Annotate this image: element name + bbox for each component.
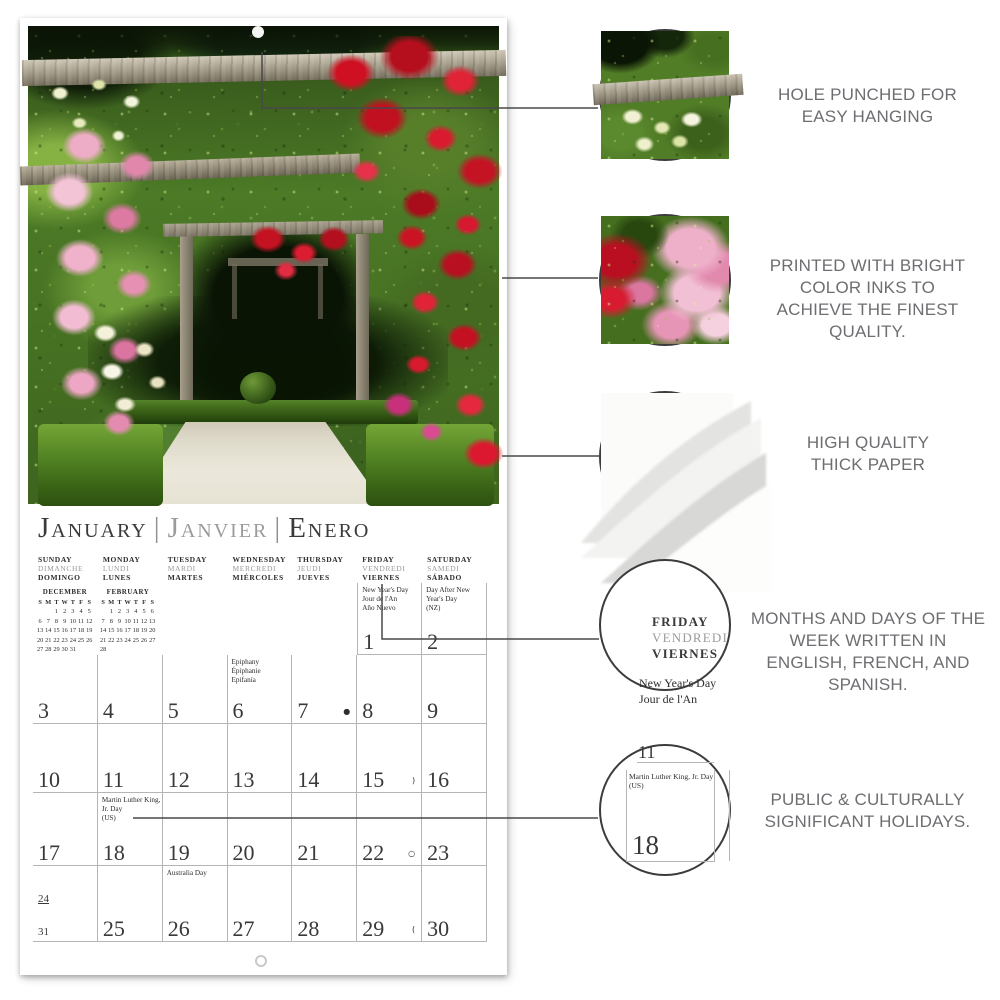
date-number: 17 [38,840,60,865]
callout-circle-hole-punched [599,29,731,161]
zoom-holiday-text [629,772,713,791]
mini-date: 29 [53,646,60,654]
day-header-thursday [292,555,357,582]
holiday-line: (US) [101,814,116,822]
day-header-es: DOMINGO [38,573,81,582]
mini-date: 3 [71,608,75,616]
mini-date: 11 [132,617,139,625]
mini-date: 9 [117,617,122,625]
day-header-es: JUEVES [297,573,330,582]
date-number: 9 [427,698,439,723]
calendar-cell-29 [357,866,422,942]
new-moon-icon: ● [343,707,351,716]
day-header-es: LUNES [102,573,131,582]
holiday-line: Martin Luther King, Jr. Day [101,796,161,813]
paper-curl-illustration [601,393,733,525]
mini-date: 2 [63,608,67,616]
mini-date: 18 [132,627,139,635]
day-header-fr: MARDI [167,564,196,573]
day-header-en: SATURDAY [427,555,473,564]
full-moon-icon: ○ [408,849,416,858]
day-header-en: WEDNESDAY [232,555,287,564]
holiday-line: Año Nuevo [362,604,396,612]
callout-circle-holidays [599,744,731,876]
day-name-sample [652,614,728,662]
month-title-english: January [38,512,148,544]
mini-day-letter: T [133,599,138,606]
date-number: 1 [363,629,375,654]
calendar-cell-1 [357,583,422,655]
mini-date: 30 [61,646,68,654]
photo-far-post-left [232,264,237,319]
day-header-wednesday [228,555,293,582]
calendar-grid [33,583,488,942]
mini-date: 1 [109,608,113,616]
holiday-line: Epiphany [231,658,260,666]
calendar-cell-11 [98,724,163,793]
mini-date: 26 [86,636,93,644]
day-header-es: MIÉRCOLES [232,573,284,582]
mini-date: 10 [69,617,76,625]
calendar-cell-10 [33,724,98,793]
holiday-text [167,869,228,878]
day-header-fr: VENDREDI [362,564,406,573]
day-header-en: TUESDAY [167,555,208,564]
mini-date: 12 [140,617,148,625]
mini-date: 8 [109,617,113,625]
mini-day-letter: M [108,599,115,606]
photo-red-roses-right [373,216,503,486]
mini-date: 27 [149,636,156,644]
date-number: 14 [297,767,320,792]
mini-date: 31 [69,646,76,654]
calendar-cell-2 [422,583,487,655]
mini-date: 13 [149,617,156,625]
calendar-cell-7 [292,655,357,724]
zoom-date-number: 18 [632,830,659,860]
mini-date: 4 [79,608,83,616]
mini-date: 17 [69,627,76,635]
mini-date: 15 [108,627,115,635]
feature-label-thick-paper: HIGH QUALITY THICK PAPER [806,433,930,474]
mini-date: 14 [45,627,52,635]
circle1-flowers [609,103,727,158]
mini-date: 14 [99,627,107,635]
date-number: 4 [102,698,114,723]
mini-date: 1 [54,608,59,616]
calendar-cell-21 [292,793,357,866]
calendar-cell-3 [33,655,98,724]
mini-date: 23 [116,636,123,644]
date-number: 16 [427,767,450,792]
mini-day-letter: T [70,599,75,606]
holiday-text [102,796,163,823]
calendar-cell-6 [228,655,293,724]
mini-date: 16 [61,627,68,635]
date-number: 23 [427,840,450,865]
date-number: 8 [362,698,374,723]
callout-circle-bright-inks [599,214,731,346]
day-sample-english: FRIDAY [652,614,709,629]
bottom-hole-punch [255,955,267,967]
calendar-cell-13 [228,724,293,793]
calendar-cell-18 [98,793,163,866]
photo-topiary-ball [240,372,276,404]
day-header-fr: MERCREDI [232,564,277,573]
mini-date: 28 [45,646,52,654]
mini-date: 26 [140,636,148,644]
calendar-cell-empty [292,583,357,655]
calendar-cell-9 [422,655,487,724]
mini-date: 21 [45,636,52,644]
holiday-sample-line1: New Year's Day [639,676,717,690]
zoom-cell-divider [637,762,714,763]
date-number: 13 [232,767,255,792]
mini-date: 7 [101,617,105,625]
calendar-cell-17 [33,793,98,866]
photo-red-roses-center [238,218,358,288]
feature-label-holidays: PUBLIC & CULTURALLY SIGNIFICANT HOLIDAYS. [764,790,971,831]
zoom-holiday-line1: Martin Luther King, Jr. Day [629,772,714,781]
mini-date: 22 [108,636,115,644]
feature-label-languages: MONTHS AND DAYS OF THE WEEK WRITTEN IN ENGLISH, FRENCH, AND SPANISH. [750,609,986,694]
calendar-cell-8 [357,655,422,724]
mini-date: 21 [99,636,107,644]
holiday-line: Day After New Year's Day [426,586,470,603]
date-number: 28 [297,916,320,941]
callout-circle-thick-paper [599,391,731,523]
day-sample-french: VENDREDI [652,630,729,645]
mini-date: 28 [99,646,107,654]
date-number: 15 [362,767,385,792]
day-header-tuesday [163,555,228,582]
calendar-cell-25 [98,866,163,942]
zoom-calendar-cell [626,770,715,862]
mini-date: 25 [77,636,85,644]
date-number: 7 [297,698,309,723]
date-number: 22 [362,840,385,865]
title-separator: | [153,512,162,544]
day-header-es: SÁBADO [427,573,462,582]
last-quarter-moon-icon: ( [411,925,416,934]
day-header-fr: SAMEDI [427,564,460,573]
day-header-en: FRIDAY [362,555,395,564]
mini-date: 5 [87,608,91,616]
mini-day-letter: W [124,599,131,606]
calendar-cell-26 [163,866,228,942]
mini-calendar-title: DECEMBER [42,588,88,596]
day-header-en: MONDAY [102,555,141,564]
date-number: 2 [427,629,439,654]
calendar-cell-12 [163,724,228,793]
zoom-neighbor-cell-line [729,770,730,861]
date-number: 3 [38,698,49,723]
mini-date: 20 [36,636,44,644]
date-number: 18 [102,840,125,865]
calendar-cell-20 [228,793,293,866]
calendar-cell-15 [357,724,422,793]
date-number: 5 [167,698,179,723]
calendar-cell-empty [163,583,228,655]
mini-day-letter: S [150,599,154,606]
calendar-cell-5 [163,655,228,724]
mini-day-letter: S [87,599,91,606]
date-number: 6 [232,698,244,723]
mini-date: 20 [149,627,156,635]
day-sample-spanish: VIERNES [652,646,719,661]
mini-date: 6 [38,617,42,625]
first-quarter-moon-icon: ) [411,776,416,785]
calendar-cell-30 [422,866,487,942]
top-hole-punch [252,26,264,38]
holiday-text [362,586,422,613]
calendar-cell-empty [98,583,163,655]
month-title-french: Janvier [167,512,269,544]
mini-date: 8 [54,617,59,625]
mini-date: 24 [124,636,131,644]
garden-arbor-photo [28,26,499,504]
photo-light-flowers-top [34,72,164,157]
day-header-en: SUNDAY [38,555,73,564]
mini-day-letter: T [117,599,122,606]
calendar-cell-28 [292,866,357,942]
mini-date: 15 [53,627,60,635]
calendar-cell-empty [33,583,98,655]
photo-red-roses-top-right [308,36,503,241]
zoom-holiday-line2: (US) [629,781,644,791]
month-title-spanish: Enero [288,512,371,544]
mini-calendar-title: FEBRUARY [106,588,150,596]
mini-day-letter: T [54,599,59,606]
holiday-line: Epifanía [231,676,256,684]
date-number: 31 [38,926,49,938]
day-header-saturday [422,555,487,582]
mini-day-letter: F [142,599,146,606]
date-number: 25 [102,916,125,941]
calendar-cell-empty [228,583,293,655]
calendar-cell-16 [422,724,487,793]
title-separator: | [274,512,283,544]
date-number: 29 [362,916,385,941]
mini-day-letter: W [61,599,68,606]
holiday-line: New Year's Day [362,586,409,594]
mini-date: 5 [142,608,146,616]
mini-date: 6 [150,608,154,616]
day-header-monday [98,555,163,582]
day-header-es: MARTES [167,573,204,582]
mini-day-letter: M [45,599,52,606]
holiday-text [426,586,487,613]
holiday-sample-line2: Jour de l'An [639,691,698,706]
holiday-line: (NZ) [426,604,441,612]
mini-day-letter: S [101,599,105,606]
mini-date: 16 [116,627,123,635]
calendar-cell-4 [98,655,163,724]
mini-date: 22 [53,636,60,644]
mini-date: 27 [36,646,44,654]
month-title [38,512,370,545]
mini-date: 3 [126,608,130,616]
date-number: 27 [232,916,255,941]
date-number: 11 [102,767,125,792]
date-number: 20 [232,840,255,865]
mini-date: 11 [77,617,85,625]
mini-date: 19 [140,627,148,635]
date-number: 12 [167,767,190,792]
holiday-name-sample [639,676,716,707]
date-number: 10 [38,767,60,792]
mini-date: 12 [86,617,93,625]
mini-date: 24 [69,636,76,644]
mini-date: 19 [86,627,93,635]
mini-date: 25 [132,636,139,644]
mini-day-letter: S [38,599,42,606]
mini-date: 9 [63,617,67,625]
mini-day-letter: F [79,599,83,606]
day-header-friday [357,555,422,582]
calendar-cell-24 [33,866,98,942]
callout-circle-languages [599,559,731,706]
date-number: 21 [297,840,320,865]
day-header-fr: JEUDI [297,564,322,573]
calendar-cell-27 [228,866,293,942]
mini-date: 10 [124,617,131,625]
calendar-cell-19 [163,793,228,866]
feature-label-hole-punched: HOLE PUNCHED FOR EASY HANGING [778,85,957,126]
date-number: 26 [167,916,190,941]
photo-white-flowers [73,311,203,421]
day-header-en: THURSDAY [297,555,344,564]
day-header-fr: LUNDI [102,564,130,573]
day-header-es: VIERNES [362,573,400,582]
mini-date: 18 [77,627,85,635]
feature-label-bright-inks: PRINTED WITH BRIGHT COLOR INKS TO ACHIEVE THE FINEST QUALITY. [769,256,966,341]
circle2-texture [601,216,729,344]
date-number-continued: 24 [38,893,49,905]
date-number: 30 [427,916,450,941]
calendar-cell-22 [357,793,422,866]
mini-date: 7 [46,617,50,625]
mini-date: 17 [124,627,131,635]
calendar-page [20,18,507,975]
mini-date: 4 [134,608,138,616]
holiday-text [232,658,293,685]
calendar-cell-14 [292,724,357,793]
holiday-line: Australia Day [166,869,207,877]
mini-date: 2 [117,608,122,616]
day-header-row [33,555,487,582]
mini-date: 13 [36,627,44,635]
mini-date: 23 [61,636,68,644]
day-header-fr: DIMANCHE [38,564,84,573]
day-header-sunday [33,555,98,582]
calendar-cell-23 [422,793,487,866]
holiday-line: Épiphanie [231,667,261,675]
holiday-line: Jour de l'An [362,595,398,603]
date-number: 19 [167,840,190,865]
zoom-previous-date: 11 [638,742,656,762]
